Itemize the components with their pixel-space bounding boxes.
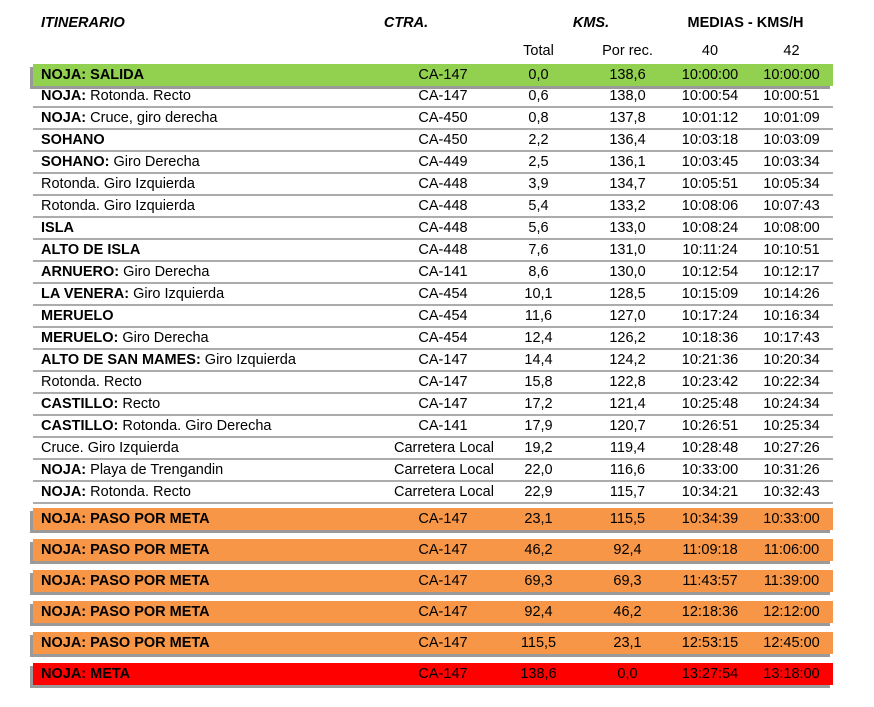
- row-ctra: CA-147: [418, 67, 468, 83]
- row-total-km: 22,9: [524, 484, 553, 500]
- row-media42: 10:00:51: [763, 88, 820, 104]
- itinerary-cell: [33, 394, 394, 414]
- row-media42: 10:32:43: [763, 484, 820, 500]
- row-porrec-km: 0,0: [617, 666, 638, 682]
- itinerary-cell: [33, 64, 394, 86]
- row-total-km: 17,2: [524, 396, 553, 412]
- row-total-km: 0,6: [528, 88, 549, 104]
- itinerary-place: SOHANO: [41, 132, 105, 148]
- itinerary-desc: Giro Derecha: [118, 330, 209, 346]
- row-ctra: CA-454: [418, 308, 468, 324]
- row-media40: 10:05:51: [681, 176, 739, 192]
- itinerary-place: ALTO DE SAN MAMES:: [41, 352, 201, 368]
- itinerary-cell: [33, 306, 394, 326]
- itinerary-place: NOJA:: [41, 88, 87, 104]
- row-ctra: CA-147: [418, 88, 468, 104]
- itinerary-place: MERUELO: [41, 308, 114, 324]
- row-media40: 10:00:00: [681, 67, 739, 83]
- table-row: [33, 240, 833, 262]
- row-media42: 10:12:17: [763, 264, 820, 280]
- itinerary-place: LA VENERA:: [41, 286, 130, 302]
- table-row: [33, 152, 833, 174]
- header-total-km: Total: [523, 43, 554, 59]
- itinerary-cell: [33, 86, 394, 106]
- row-media40: 10:26:51: [681, 418, 739, 434]
- header-ctra: CTRA.: [383, 15, 429, 31]
- row-media40: 10:15:09: [681, 286, 739, 302]
- row-media42: 10:20:34: [763, 352, 820, 368]
- itinerary-place: NOJA: PASO POR META: [41, 511, 210, 527]
- row-porrec-km: 133,2: [609, 198, 646, 214]
- header-speed-40: 40: [701, 43, 719, 59]
- row-total-km: 15,8: [524, 374, 553, 390]
- row-porrec-km: 136,4: [609, 132, 646, 148]
- row-ctra: CA-141: [418, 418, 468, 434]
- itinerary-place: MERUELO:: [41, 330, 119, 346]
- row-ctra: CA-147: [418, 604, 468, 620]
- itinerary-cell: [33, 152, 394, 172]
- row-ctra: CA-454: [418, 286, 468, 302]
- row-porrec-km: 46,2: [613, 604, 642, 620]
- itinerary-cell: [33, 663, 394, 685]
- itinerary-place: ALTO DE ISLA: [41, 242, 141, 258]
- itinerary-cell: [33, 262, 394, 282]
- row-total-km: 17,9: [524, 418, 553, 434]
- row-ctra: CA-448: [418, 198, 468, 214]
- table-header-row-2: [33, 40, 833, 62]
- itinerary-place: NOJA: META: [41, 666, 131, 682]
- table-row: [33, 306, 833, 328]
- itinerary-desc: Rotonda. Giro Izquierda: [41, 198, 195, 214]
- row-media40: 10:01:12: [681, 110, 739, 126]
- table-row: [33, 108, 833, 130]
- row-total-km: 46,2: [524, 542, 553, 558]
- row-total-km: 8,6: [528, 264, 549, 280]
- row-porrec-km: 127,0: [609, 308, 646, 324]
- itinerary-cell: [33, 218, 394, 238]
- row-ctra: CA-448: [418, 220, 468, 236]
- table-row: [33, 394, 833, 416]
- row-total-km: 5,4: [528, 198, 549, 214]
- itinerary-cell: [33, 416, 394, 436]
- row-media42: 10:05:34: [763, 176, 820, 192]
- row-porrec-km: 69,3: [613, 573, 642, 589]
- table-row: [33, 328, 833, 350]
- row-media42: 10:03:34: [763, 154, 820, 170]
- itinerary-cell: [33, 350, 394, 370]
- row-porrec-km: 121,4: [609, 396, 646, 412]
- table-row: [33, 284, 833, 306]
- row-ctra: CA-147: [418, 542, 468, 558]
- itinerary-place: NOJA:: [41, 110, 87, 126]
- table-row: [33, 438, 833, 460]
- table-row: [33, 508, 833, 530]
- header-itinerario: ITINERARIO: [41, 15, 125, 31]
- row-ctra: Carretera Local: [394, 462, 494, 478]
- table-row: [33, 64, 833, 86]
- itinerary-cell: [33, 284, 394, 304]
- row-media40: 10:17:24: [681, 308, 739, 324]
- itinerary-cell: [33, 632, 394, 654]
- row-media42: 10:24:34: [763, 396, 820, 412]
- header-speed-42: 42: [783, 43, 800, 59]
- row-porrec-km: 133,0: [609, 220, 646, 236]
- row-media40: 10:03:18: [681, 132, 739, 148]
- row-ctra: CA-448: [418, 242, 468, 258]
- row-media40: 10:03:45: [681, 154, 739, 170]
- row-total-km: 22,0: [524, 462, 553, 478]
- itinerary-desc: Rotonda. Giro Derecha: [118, 418, 272, 434]
- table-row: [33, 174, 833, 196]
- row-media40: 13:27:54: [681, 666, 739, 682]
- itinerary-cell: [33, 174, 394, 194]
- row-ctra: CA-450: [418, 110, 468, 126]
- header-porrec-km: Por rec.: [602, 43, 653, 59]
- row-media40: 10:28:48: [681, 440, 739, 456]
- row-media42: 10:17:43: [763, 330, 820, 346]
- row-total-km: 0,0: [528, 67, 549, 83]
- row-ctra: Carretera Local: [394, 484, 494, 500]
- row-total-km: 0,8: [528, 110, 549, 126]
- row-media40: 10:08:06: [681, 198, 739, 214]
- itinerary-cell: [33, 438, 394, 458]
- row-porrec-km: 115,5: [609, 511, 646, 527]
- table-row: [33, 350, 833, 372]
- row-total-km: 23,1: [524, 511, 553, 527]
- itinerary-cell: [33, 570, 394, 592]
- row-media42: 10:27:26: [763, 440, 820, 456]
- row-media42: 13:18:00: [763, 666, 820, 682]
- row-media42: 10:03:09: [763, 132, 820, 148]
- itinerary-desc: Rotonda. Giro Izquierda: [41, 176, 195, 192]
- row-ctra: CA-147: [418, 573, 468, 589]
- row-media42: 10:31:26: [763, 462, 820, 478]
- itinerary-place: NOJA: PASO POR META: [41, 542, 210, 558]
- row-ctra: CA-450: [418, 132, 468, 148]
- itinerary-place: ISLA: [41, 220, 75, 236]
- itinerary-place: CASTILLO:: [41, 396, 119, 412]
- table-row: [33, 482, 833, 504]
- itinerary-desc: Playa de Trengandin: [86, 462, 224, 478]
- row-porrec-km: 138,0: [609, 88, 646, 104]
- row-media42: 10:16:34: [763, 308, 820, 324]
- itinerary-place: NOJA: PASO POR META: [41, 573, 210, 589]
- itinerary-cell: [33, 240, 394, 260]
- itinerary-cell: [33, 508, 394, 530]
- row-media40: 10:25:48: [681, 396, 739, 412]
- table-row: [33, 601, 833, 623]
- itinerary-desc: Giro Izquierda: [200, 352, 296, 368]
- row-porrec-km: 131,0: [609, 242, 646, 258]
- row-porrec-km: 120,7: [609, 418, 646, 434]
- itinerary-cell: [33, 328, 394, 348]
- row-media40: 12:18:36: [681, 604, 739, 620]
- itinerary-cell: [33, 372, 394, 392]
- header-medias-kmsh: MEDIAS - KMS/H: [687, 15, 804, 31]
- itinerary-desc: Recto: [118, 396, 161, 412]
- table-body: [33, 64, 833, 685]
- row-media40: 10:18:36: [681, 330, 739, 346]
- table-row: [33, 86, 833, 108]
- itinerary-cell: [33, 108, 394, 128]
- itinerary-place: NOJA: SALIDA: [41, 67, 145, 83]
- itinerary-desc: Rotonda. Recto: [86, 484, 191, 500]
- itinerary-sheet: [33, 10, 833, 685]
- row-total-km: 11,6: [524, 308, 553, 324]
- row-ctra: CA-147: [418, 666, 468, 682]
- row-porrec-km: 122,8: [609, 374, 646, 390]
- table-row: [33, 372, 833, 394]
- row-total-km: 7,6: [528, 242, 549, 258]
- row-total-km: 138,6: [520, 666, 557, 682]
- table-row: [33, 663, 833, 685]
- row-total-km: 92,4: [524, 604, 553, 620]
- row-media40: 10:08:24: [681, 220, 739, 236]
- row-ctra: CA-147: [418, 635, 468, 651]
- row-ctra: CA-449: [418, 154, 468, 170]
- row-total-km: 12,4: [524, 330, 553, 346]
- table-row: [33, 130, 833, 152]
- row-porrec-km: 138,6: [609, 67, 646, 83]
- row-porrec-km: 126,2: [609, 330, 646, 346]
- row-media42: 10:01:09: [763, 110, 820, 126]
- row-ctra: CA-147: [418, 511, 468, 527]
- row-porrec-km: 134,7: [609, 176, 646, 192]
- row-ctra: CA-141: [418, 264, 468, 280]
- row-total-km: 10,1: [524, 286, 553, 302]
- row-ctra: CA-454: [418, 330, 468, 346]
- row-total-km: 2,2: [528, 132, 549, 148]
- row-media40: 12:53:15: [681, 635, 739, 651]
- row-media42: 10:22:34: [763, 374, 820, 390]
- row-porrec-km: 128,5: [609, 286, 646, 302]
- row-media40: 11:43:57: [682, 573, 738, 589]
- row-media42: 10:14:26: [763, 286, 820, 302]
- table-header-row-1: [33, 10, 833, 36]
- row-media40: 10:11:24: [682, 242, 738, 258]
- table-row: [33, 196, 833, 218]
- row-porrec-km: 115,7: [609, 484, 646, 500]
- itinerary-cell: [33, 539, 394, 561]
- table-row: [33, 262, 833, 284]
- row-porrec-km: 119,4: [609, 440, 646, 456]
- itinerary-place: CASTILLO:: [41, 418, 119, 434]
- row-porrec-km: 137,8: [609, 110, 646, 126]
- itinerary-desc: Giro Izquierda: [129, 286, 225, 302]
- row-media42: 10:25:34: [763, 418, 820, 434]
- row-total-km: 2,5: [528, 154, 549, 170]
- row-media40: 10:33:00: [681, 462, 739, 478]
- row-ctra: CA-147: [418, 374, 468, 390]
- row-ctra: CA-147: [418, 396, 468, 412]
- row-media40: 11:09:18: [682, 542, 738, 558]
- table-row: [33, 539, 833, 561]
- row-media40: 10:00:54: [681, 88, 739, 104]
- row-media42: 12:45:00: [763, 635, 820, 651]
- row-media42: 10:00:00: [763, 67, 820, 83]
- row-media42: 11:06:00: [763, 542, 820, 558]
- row-media42: 10:10:51: [763, 242, 820, 258]
- table-row: [33, 460, 833, 482]
- row-porrec-km: 136,1: [609, 154, 646, 170]
- itinerary-place: NOJA:: [41, 484, 87, 500]
- itinerary-desc: Giro Derecha: [119, 264, 210, 280]
- row-media42: 10:33:00: [763, 511, 820, 527]
- row-media40: 10:34:21: [681, 484, 739, 500]
- itinerary-place: SOHANO:: [41, 154, 110, 170]
- itinerary-cell: [33, 601, 394, 623]
- table-row: [33, 632, 833, 654]
- itinerary-place: NOJA: PASO POR META: [41, 604, 210, 620]
- row-total-km: 19,2: [524, 440, 553, 456]
- row-ctra: Carretera Local: [394, 440, 494, 456]
- row-media40: 10:21:36: [681, 352, 739, 368]
- row-media40: 10:34:39: [681, 511, 739, 527]
- itinerary-desc: Cruce, giro derecha: [86, 110, 218, 126]
- row-media42: 10:08:00: [763, 220, 820, 236]
- header-kms: KMS.: [572, 15, 610, 31]
- row-media40: 10:12:54: [681, 264, 739, 280]
- row-porrec-km: 124,2: [609, 352, 646, 368]
- row-media40: 10:23:42: [681, 374, 739, 390]
- itinerary-desc: Cruce. Giro Izquierda: [41, 440, 179, 456]
- row-porrec-km: 116,6: [609, 462, 646, 478]
- itinerary-place: NOJA: PASO POR META: [41, 635, 210, 651]
- row-media42: 10:07:43: [763, 198, 820, 214]
- row-ctra: CA-147: [418, 352, 468, 368]
- itinerary-desc: Giro Derecha: [109, 154, 200, 170]
- itinerary-cell: [33, 196, 394, 216]
- table-row: [33, 570, 833, 592]
- row-ctra: CA-448: [418, 176, 468, 192]
- itinerary-cell: [33, 130, 394, 150]
- table-row: [33, 416, 833, 438]
- row-media42: 11:39:00: [763, 573, 820, 589]
- row-media42: 12:12:00: [763, 604, 820, 620]
- itinerary-cell: [33, 482, 394, 502]
- row-total-km: 14,4: [524, 352, 553, 368]
- itinerary-place: ARNUERO:: [41, 264, 120, 280]
- row-total-km: 115,5: [520, 635, 557, 651]
- table-row: [33, 218, 833, 240]
- itinerary-place: NOJA:: [41, 462, 87, 478]
- row-porrec-km: 130,0: [609, 264, 646, 280]
- row-porrec-km: 23,1: [613, 635, 642, 651]
- row-total-km: 69,3: [524, 573, 553, 589]
- row-total-km: 5,6: [528, 220, 549, 236]
- itinerary-desc: Rotonda. Recto: [41, 374, 142, 390]
- row-total-km: 3,9: [528, 176, 549, 192]
- itinerary-cell: [33, 460, 394, 480]
- itinerary-desc: Rotonda. Recto: [86, 88, 191, 104]
- row-porrec-km: 92,4: [613, 542, 642, 558]
